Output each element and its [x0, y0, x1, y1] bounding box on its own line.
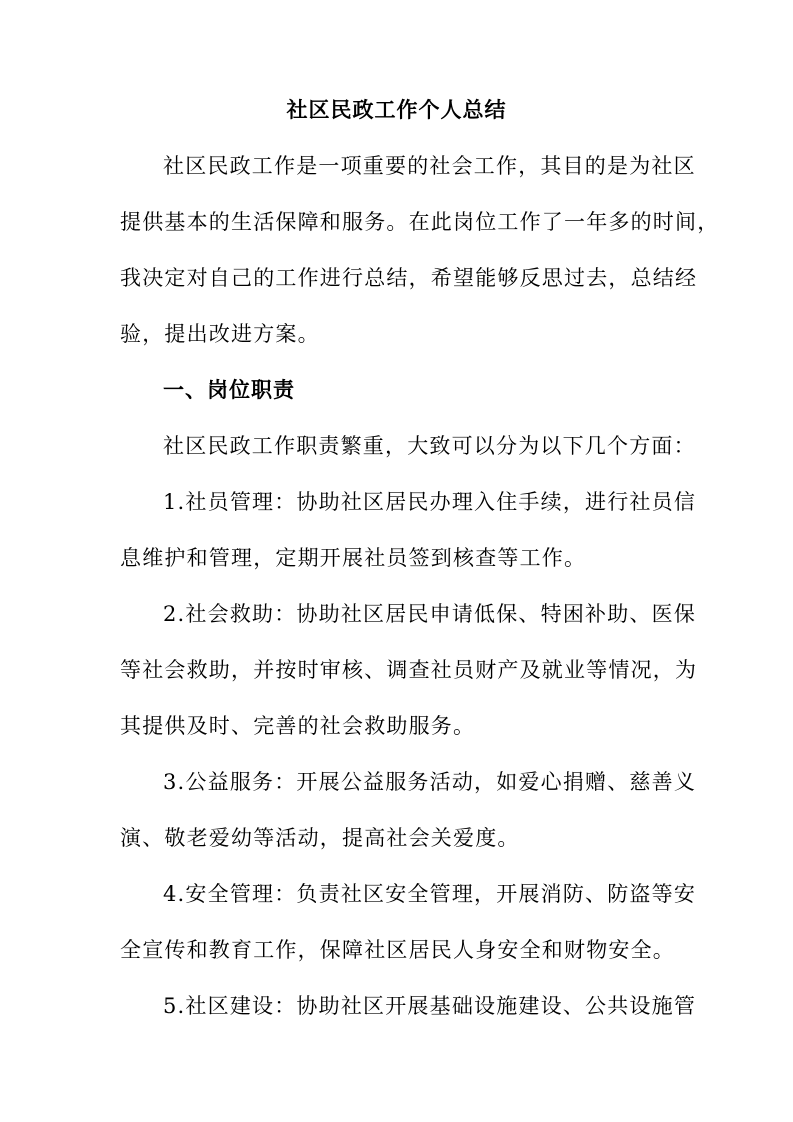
- section-lead: 社区民政工作职责繁重，大致可以分为以下几个方面：: [163, 434, 696, 458]
- item-4-line-2: 全宣传和教育工作，保障社区居民人身安全和财物安全。: [120, 938, 675, 962]
- item-3-line-2: 演、敬老爱幼等活动，提高社会关爱度。: [120, 826, 520, 850]
- item-1-line-1: 1.社员管理：协助社区居民办理入住手续，进行社员信: [163, 490, 697, 514]
- item-4-line-1: 4.安全管理：负责社区安全管理，开展消防、防盗等安: [163, 882, 697, 906]
- intro-line-4: 验，提出改进方案。: [120, 322, 320, 346]
- intro-line-2: 提供基本的生活保障和服务。在此岗位工作了一年多的时间，: [120, 210, 720, 234]
- section-heading: 一、岗位职责: [163, 378, 295, 402]
- item-2-line-3: 其提供及时、完善的社会救助服务。: [120, 714, 476, 738]
- item-1-line-2: 息维护和管理，定期开展社员签到核查等工作。: [120, 546, 587, 570]
- document-title: 社区民政工作个人总结: [286, 98, 507, 122]
- intro-line-1: 社区民政工作是一项重要的社会工作，其目的是为社区: [163, 154, 696, 178]
- item-3-line-1: 3.公益服务：开展公益服务活动，如爱心捐赠、慈善义: [163, 770, 697, 794]
- item-5-line-1: 5.社区建设：协助社区开展基础设施建设、公共设施管: [163, 994, 697, 1018]
- item-2-line-2: 等社会救助，并按时审核、调查社员财产及就业等情况，为: [120, 658, 698, 682]
- intro-line-3: 我决定对自己的工作进行总结，希望能够反思过去，总结经: [120, 266, 698, 290]
- item-2-line-1: 2.社会救助：协助社区居民申请低保、特困补助、医保: [163, 602, 697, 626]
